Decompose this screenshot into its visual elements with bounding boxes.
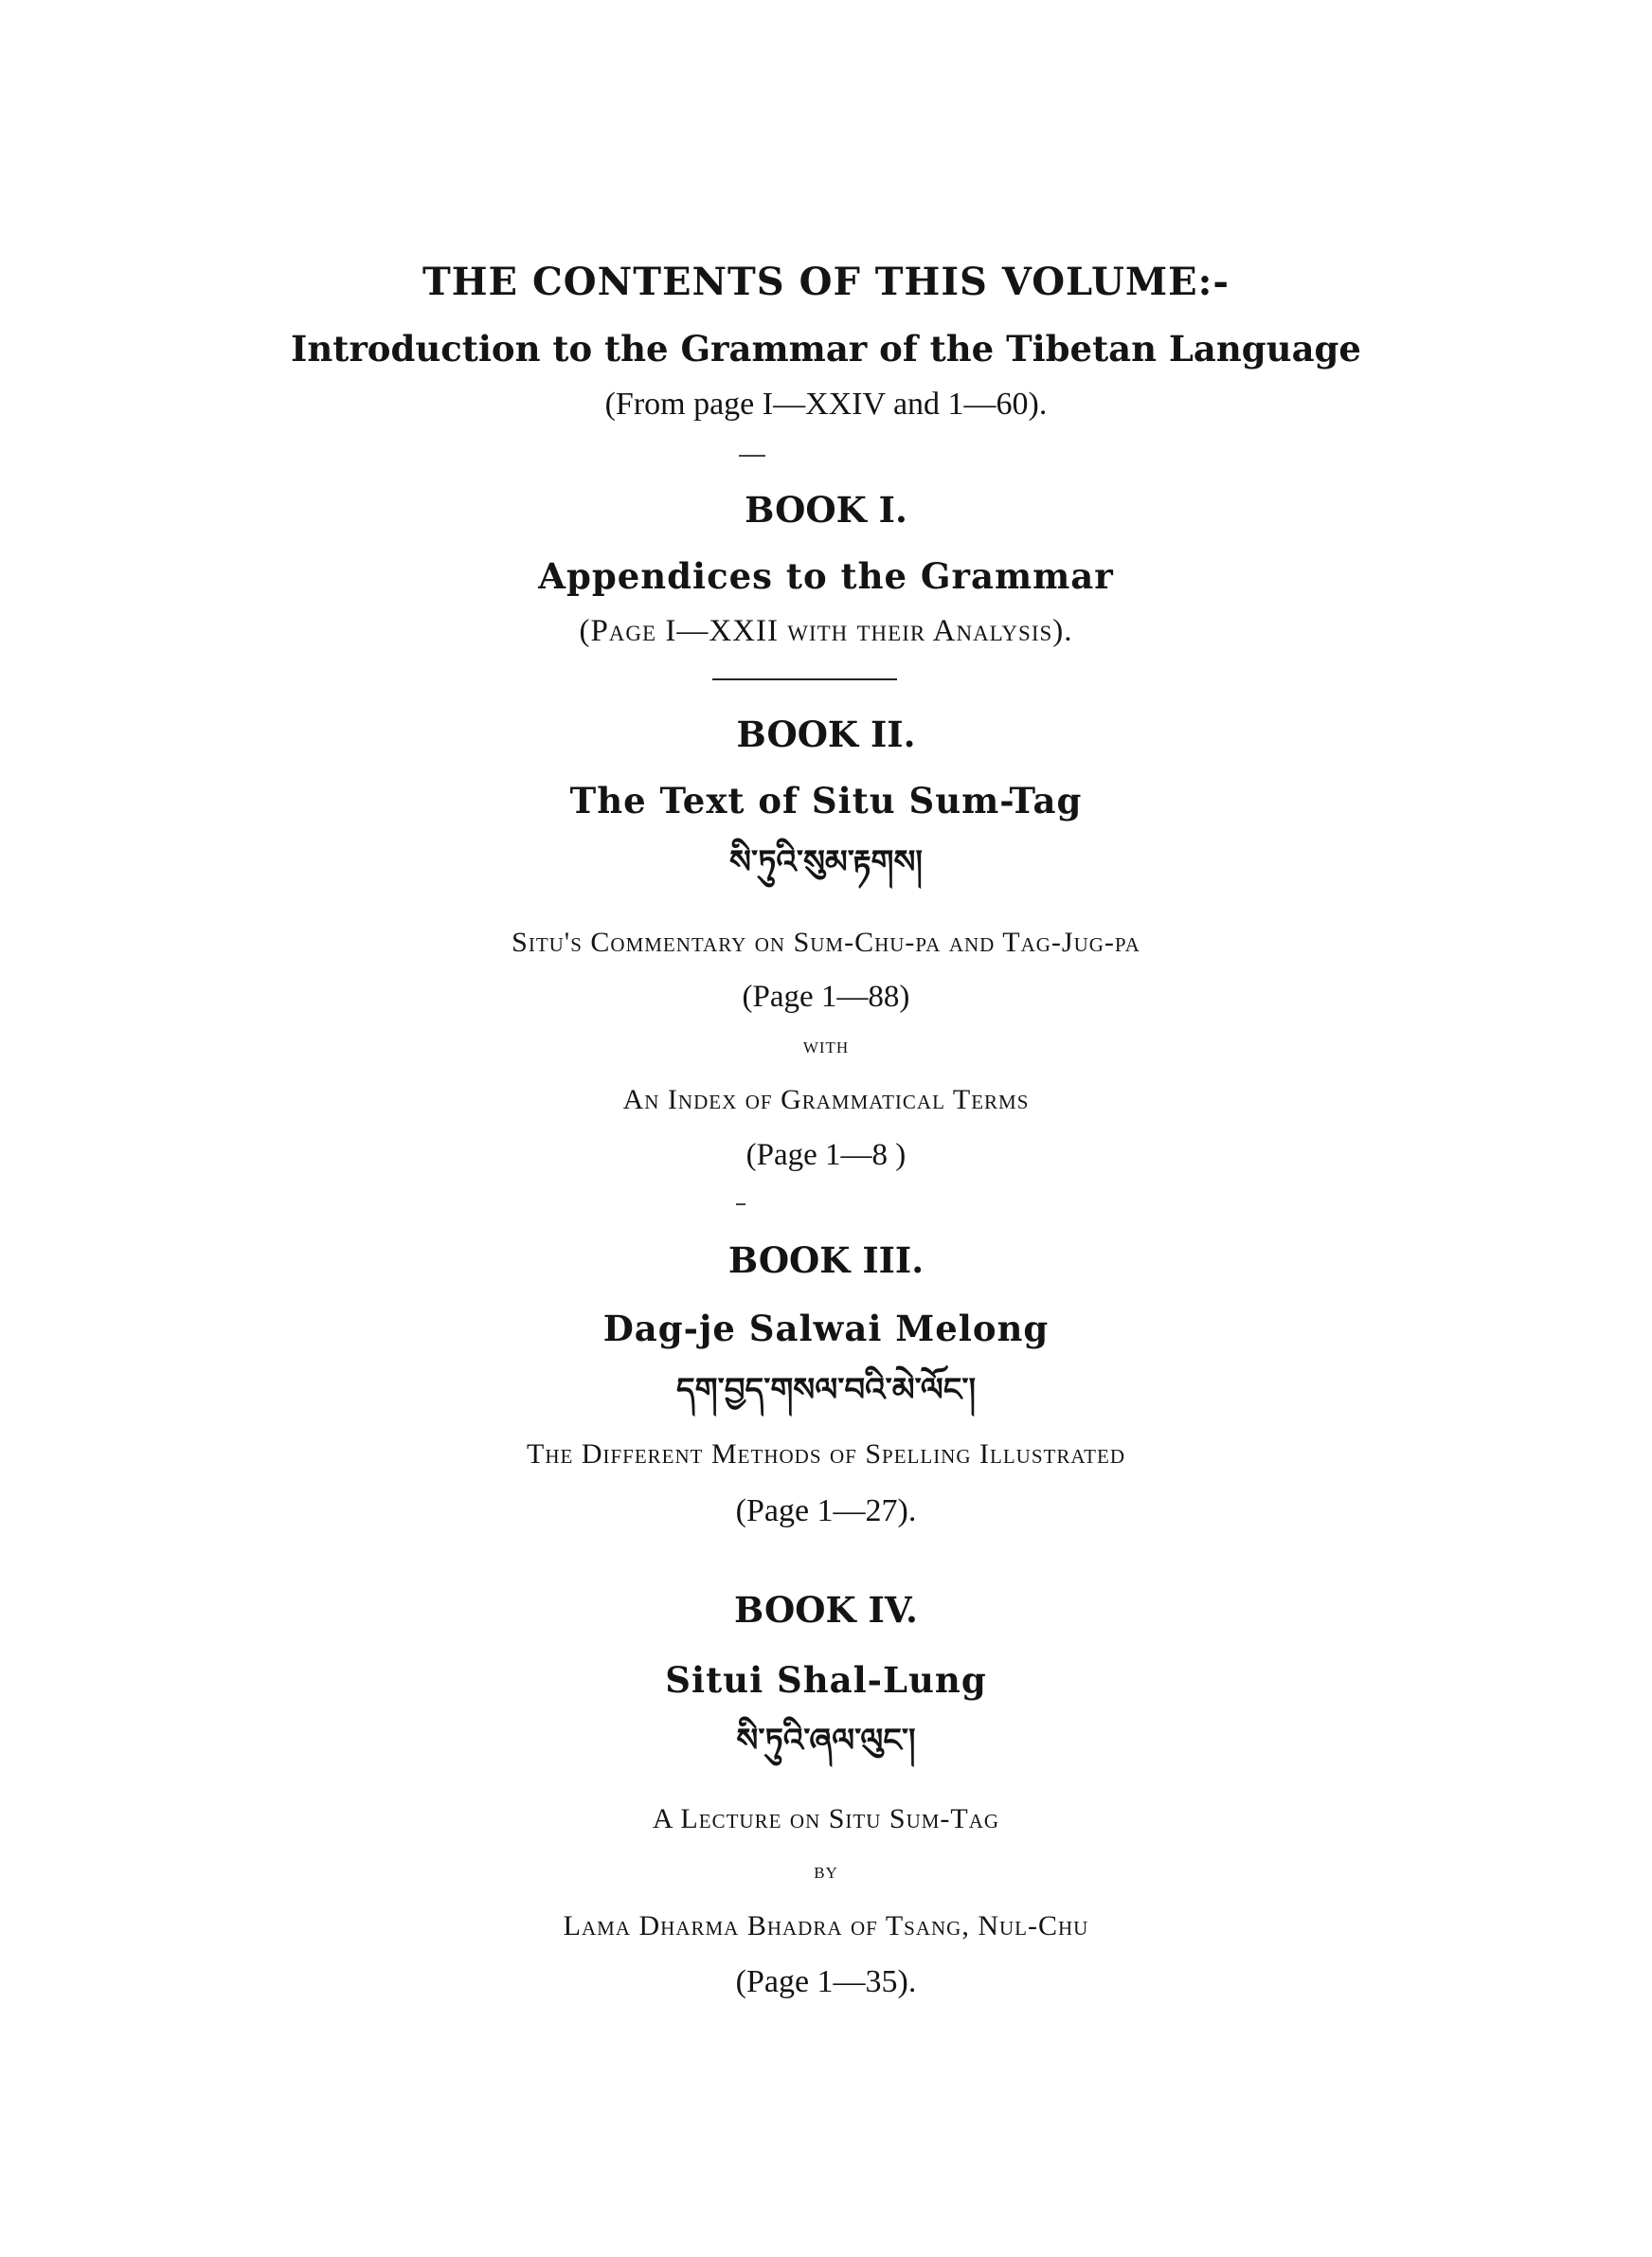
book-1-label: BOOK I. — [745, 489, 907, 531]
book-4-label: BOOK IV. — [734, 1589, 918, 1631]
book-4-author: Lama Dharma Bhadra of Tsang, Nul-Chu — [563, 1910, 1089, 1941]
book-2-tibetan-title: སི་ཏུའི་སུམ་རྟགས། — [729, 843, 923, 881]
book-3-title: Dag-je Salwai Melong — [602, 1308, 1050, 1349]
book-4-tibetan-title: སི་ཏུའི་ཞལ་ལུང་། — [736, 1722, 916, 1760]
book-3-label: BOOK III. — [727, 1239, 925, 1281]
introduction-title: Introduction to the Grammar of the Tibetan Language — [291, 328, 1361, 370]
contents-heading: THE CONTENTS OF THIS VOLUME:- — [422, 260, 1230, 304]
book-4-by: by — [814, 1859, 838, 1884]
book-2-label: BOOK II. — [736, 713, 916, 755]
book-2-with: with — [802, 1034, 850, 1058]
separator-mark — [736, 1203, 745, 1205]
book-2-index-pages: (Page 1—8 ) — [745, 1138, 907, 1172]
section-divider — [712, 678, 897, 680]
introduction-pages: (From page I—XXIV and 1—60). — [604, 387, 1048, 422]
book-4-subtitle: A Lecture on Situ Sum-Tag — [652, 1803, 1000, 1834]
book-4-pages: (Page 1—35). — [735, 1964, 917, 1999]
book-1-pages: (Page I—XXII with their Analysis). — [579, 614, 1073, 648]
book-1-title: Appendices to the Grammar — [538, 555, 1114, 597]
book-3-pages: (Page 1—27). — [735, 1493, 917, 1528]
book-3-subtitle: The Different Methods of Spelling Illustrated — [527, 1438, 1125, 1470]
book-2-index-title: An Index of Grammatical Terms — [622, 1084, 1030, 1115]
book-4-title: Situi Shal-Lung — [665, 1659, 987, 1701]
book-2-pages: (Page 1—88) — [742, 980, 910, 1014]
book-3-tibetan-title: དག་བྱད་གསལ་བའི་མེ་ལོང་། — [675, 1371, 977, 1409]
book-2-subtitle: Situ's Commentary on Sum-Chu-pa and Tag-Jug-pa — [512, 927, 1140, 958]
book-2-title: The Text of Situ Sum-Tag — [569, 780, 1083, 822]
separator-mark — [739, 455, 765, 457]
